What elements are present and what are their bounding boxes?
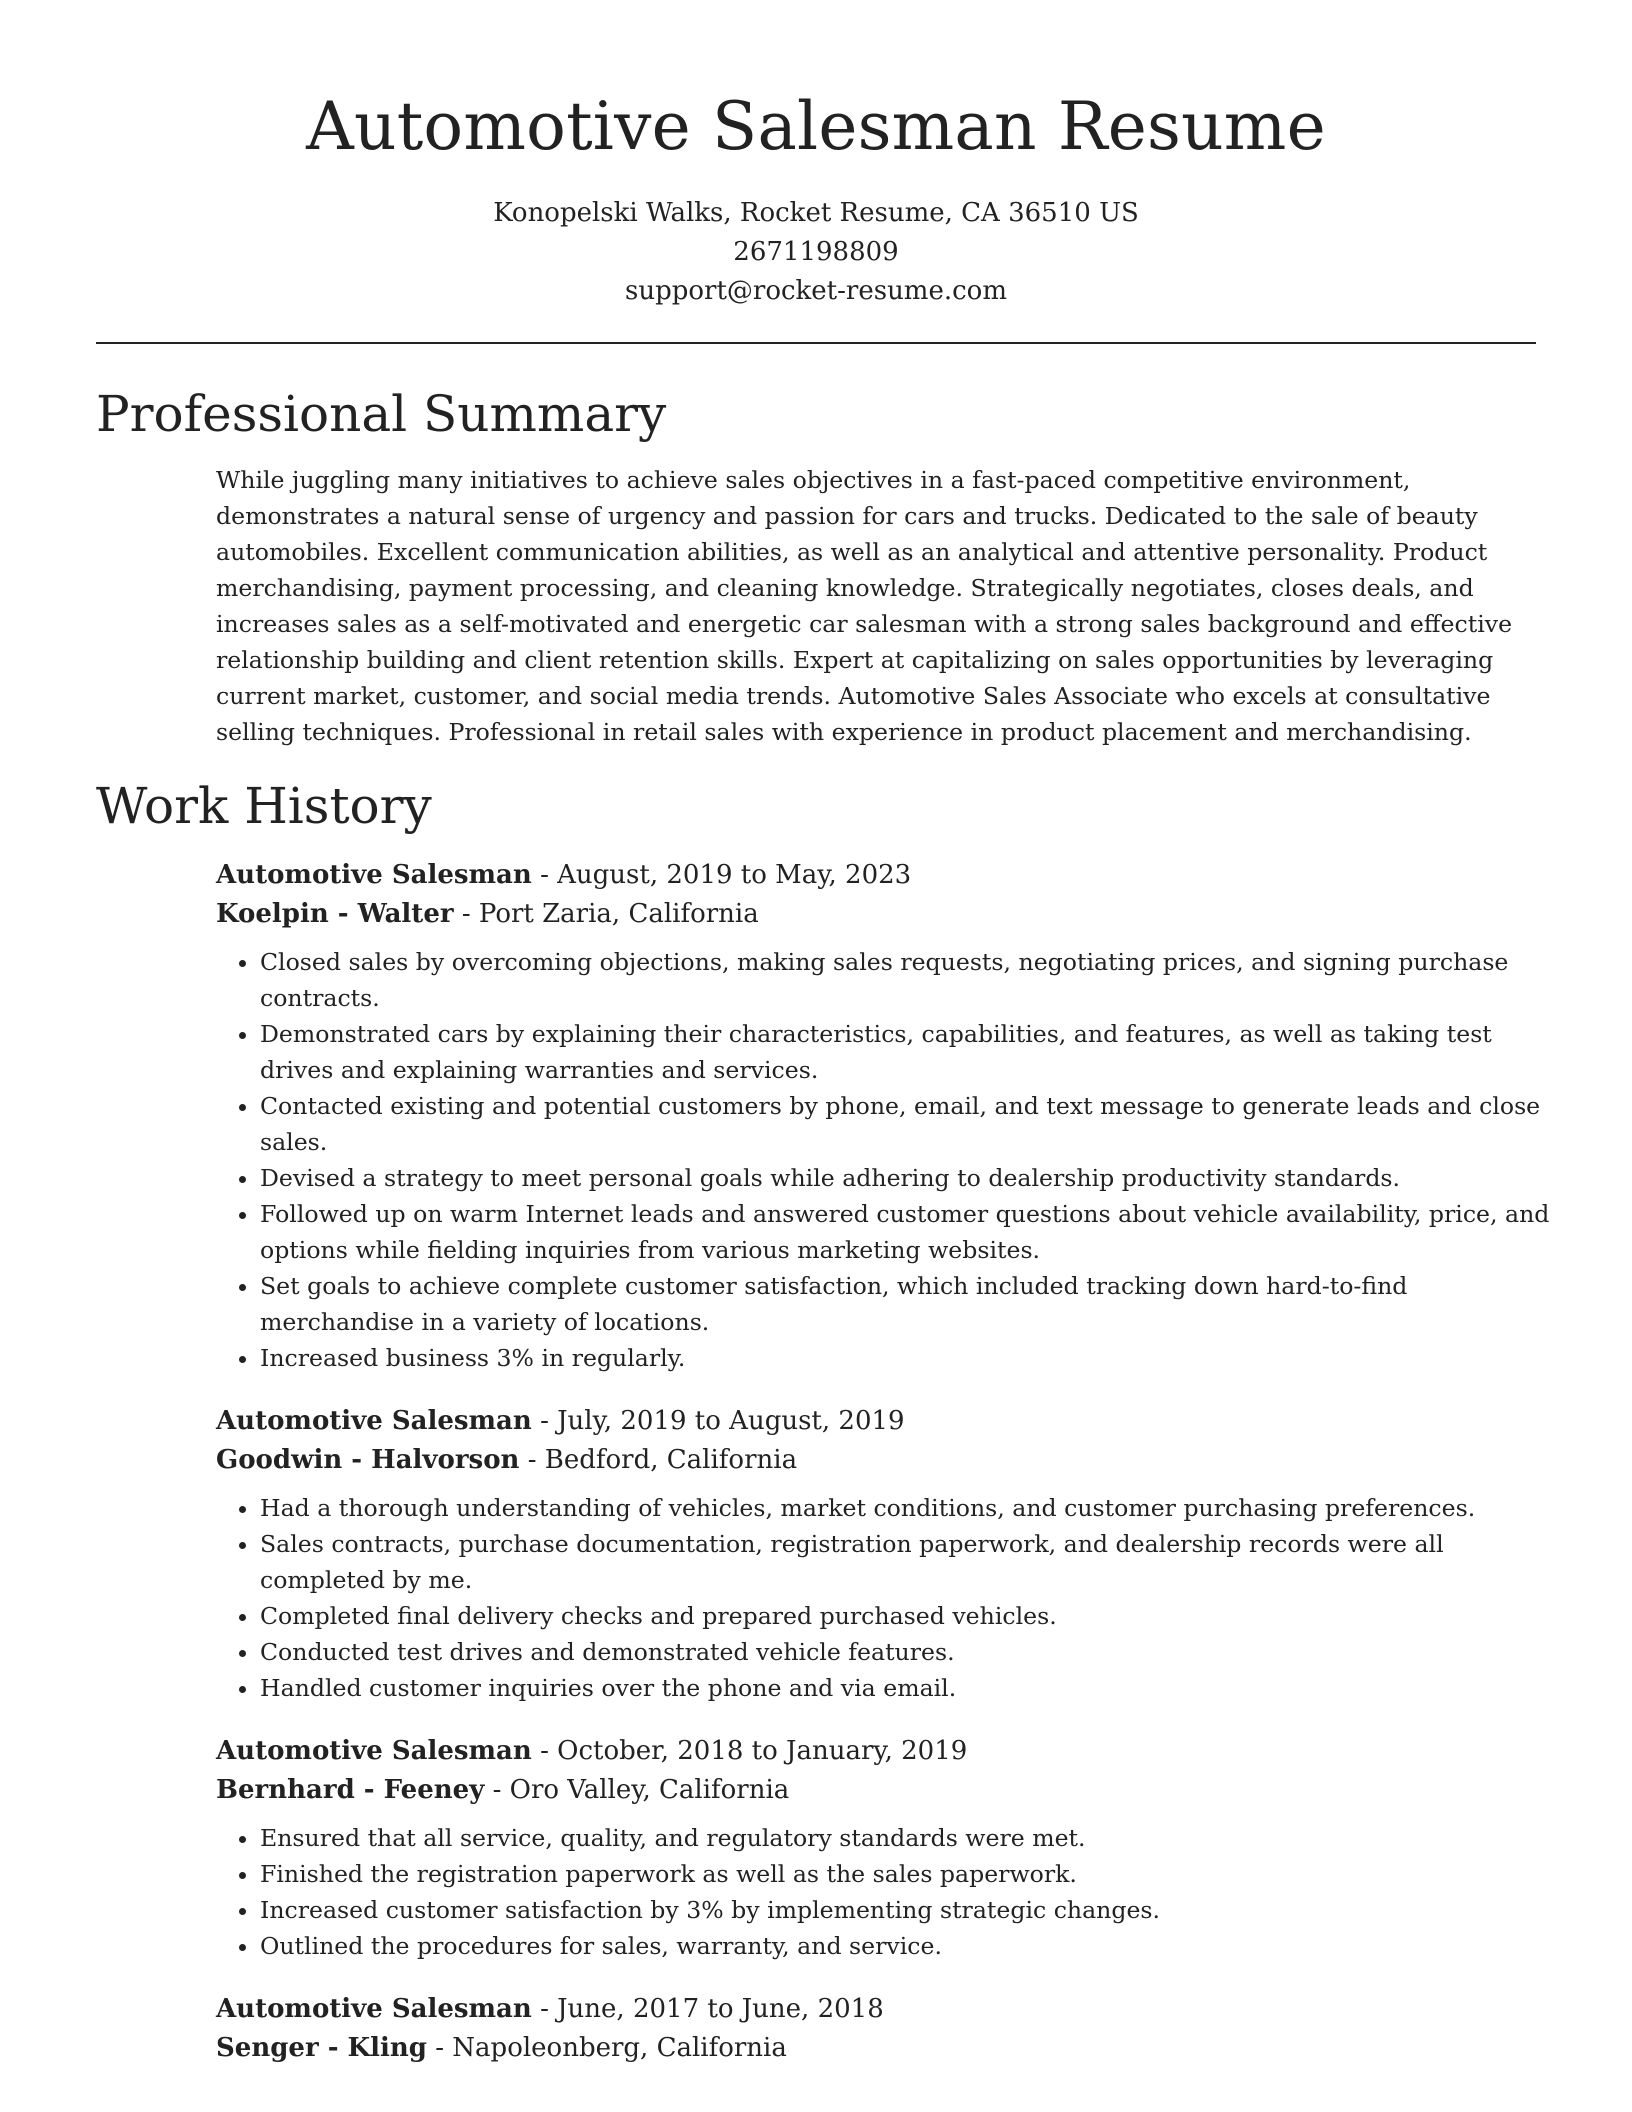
contact-address: Konopelski Walks, Rocket Resume, CA 36510 US — [493, 198, 1139, 228]
header-divider — [96, 342, 1536, 344]
job-title-line — [216, 1732, 1556, 1771]
job-role: Automotive Salesman — [216, 860, 532, 890]
job-bullet: • Followed up on warm Internet leads and answered customer questions about vehicle availability, price, and options while fielding inquiries from various marketing websites. — [260, 1196, 1556, 1268]
job-company: Koelpin - Walter — [216, 899, 454, 929]
job-location: - Bedford, California — [519, 1445, 798, 1475]
job-bullet: • Closed sales by overcoming objections, making sales requests, negotiating prices, and signing purchase contracts. — [260, 944, 1556, 1016]
job-company: Bernhard - Feeney — [216, 1775, 485, 1805]
job-title-line — [216, 1402, 1556, 1441]
job-company-line — [216, 895, 1556, 934]
job-entry — [216, 1990, 1556, 2068]
section-title-summary: Professional Summary — [96, 385, 667, 443]
job-company-line — [216, 1771, 1556, 1810]
job-bullet: • Sales contracts, purchase documentation, registration paperwork, and dealership records were all completed by me. — [260, 1526, 1556, 1598]
job-dates: - July, 2019 to August, 2019 — [531, 1406, 905, 1436]
contact-info — [0, 194, 1632, 311]
job-bullet: • Conducted test drives and demonstrated vehicle features. — [260, 1634, 1556, 1670]
job-company: Senger - Kling — [216, 2033, 427, 2063]
work-history-list — [216, 856, 1556, 2094]
summary-text: While juggling many initiatives to achieve sales objectives in a fast-paced competitive environment, demonstrates a natural sense of urgency and passion for cars and trucks. Dedicated to the sale of beauty automobiles. Excellent communication abilities, as well as an analytical and attentive personality. Product merchandising, payment processing, and cleaning knowledge. Strategically negotiates, closes deals, and increases sales as a self-motivated and energetic car salesman with a strong sales background and effective relationship building and client retention skills. Expert at capitalizing on sales opportunities by leveraging current market, customer, and social media trends. Automotive Sales Associate who excels at consultative selling techniques. Professional in retail sales with experience in product placement and merchandising. — [216, 466, 1513, 746]
job-company-line — [216, 2029, 1556, 2068]
job-bullets — [216, 944, 1556, 1376]
job-title-line — [216, 856, 1556, 895]
job-bullet: • Contacted existing and potential customers by phone, email, and text message to generate leads and close sales. — [260, 1088, 1556, 1160]
resume-header — [0, 82, 1632, 311]
resume-title: Automotive Salesman Resume — [306, 88, 1326, 165]
job-bullet: • Completed final delivery checks and prepared purchased vehicles. — [260, 1598, 1556, 1634]
job-entry — [216, 856, 1556, 1376]
job-title-line — [216, 1990, 1556, 2029]
job-bullet: • Demonstrated cars by explaining their characteristics, capabilities, and features, as well as taking test drives and explaining warranties and services. — [260, 1016, 1556, 1088]
job-role: Automotive Salesman — [216, 1994, 532, 2024]
job-bullet: • Increased customer satisfaction by 3% by implementing strategic changes. — [260, 1892, 1556, 1928]
contact-email: support@rocket-resume.com — [624, 276, 1007, 306]
job-dates: - June, 2017 to June, 2018 — [531, 1994, 884, 2024]
job-bullet: • Handled customer inquiries over the phone and via email. — [260, 1670, 1556, 1706]
job-location: - Oro Valley, California — [484, 1775, 790, 1805]
job-role: Automotive Salesman — [216, 1736, 532, 1766]
job-bullets — [216, 1490, 1556, 1706]
job-dates: - August, 2019 to May, 2023 — [531, 860, 912, 890]
job-company-line — [216, 1441, 1556, 1480]
job-dates: - October, 2018 to January, 2019 — [531, 1736, 968, 1766]
job-bullet: • Had a thorough understanding of vehicles, market conditions, and customer purchasing preferences. — [260, 1490, 1556, 1526]
job-entry — [216, 1732, 1556, 1964]
job-entry — [216, 1402, 1556, 1706]
job-bullets — [216, 1820, 1556, 1964]
job-bullet: • Outlined the procedures for sales, warranty, and service. — [260, 1928, 1556, 1964]
job-bullet: • Set goals to achieve complete customer satisfaction, which included tracking down hard-to-find merchandise in a variety of locations. — [260, 1268, 1556, 1340]
job-company: Goodwin - Halvorson — [216, 1445, 520, 1475]
job-location: - Napoleonberg, California — [426, 2033, 787, 2063]
job-bullet: • Increased business 3% in regularly. — [260, 1340, 1556, 1376]
section-title-work-history: Work History — [96, 777, 432, 835]
job-bullet: • Finished the registration paperwork as well as the sales paperwork. — [260, 1856, 1556, 1892]
job-bullet: • Ensured that all service, quality, and regulatory standards were met. — [260, 1820, 1556, 1856]
job-role: Automotive Salesman — [216, 1406, 532, 1436]
contact-phone: 2671198809 — [733, 237, 899, 267]
job-location: - Port Zaria, California — [453, 899, 759, 929]
job-bullet: • Devised a strategy to meet personal goals while adhering to dealership productivity standards. — [260, 1160, 1556, 1196]
